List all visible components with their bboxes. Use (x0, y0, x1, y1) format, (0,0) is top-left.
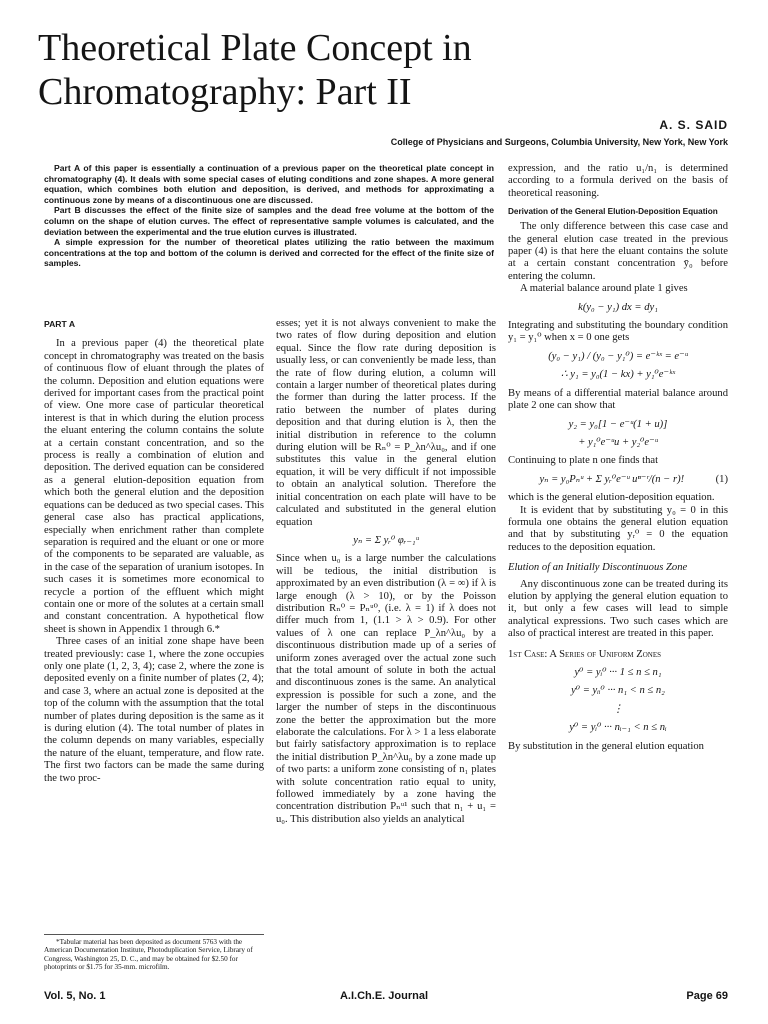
subsection-heading: 1st Case: A Series of Uniform Zones (508, 648, 661, 660)
body-paragraph: By means of a differential material balance around plate 2 one can show that (508, 387, 728, 412)
body-paragraph: expression, and the ratio u₁/n₁ is determined according to a formula derived on the basis of theoretical reasoning. (508, 163, 728, 199)
footnote-text: *Tabular material has been deposited as document 5763 with the American Documentation Institute, Photoduplication Service, Library of Congress, Washington 25, D. C., and may be obtained for $2.50 for photoprints or $1.75 for 35-mm. microfilm. (44, 938, 253, 972)
body-paragraph: It is evident that by substituting y₀ = 0 in this formula one obtains the general elution equation and that by substituting yᵣ⁰ = 0 the equation reduces to the deposition equation. (508, 504, 728, 553)
body-paragraph: The only difference between this case case and the general elution case treated in the previous paper (4) is that here the eluant contains the solute at a certain constant concentration ȳ₀ before entering the column. (508, 221, 728, 282)
footnote (44, 934, 264, 972)
column-3 (508, 163, 728, 753)
body-paragraph: Continuing to plate n one finds that (508, 455, 659, 467)
equation: y⁰ = yᵢ⁰ ··· nᵢ₋₁ < n ≤ nᵢ (569, 722, 667, 734)
author: A. S. SAID (659, 118, 728, 132)
equation: ⋮ (612, 703, 624, 715)
body-paragraph: esses; yet it is not always convenient to make the two rates of flow during deposition and elution equal. Since the flow rate during deposition is usually less, or can conveniently be made less, than the rate of flow during elution, a column will contain a larger number of theoretical plates during the former than during the latter process. If the ratio between the number of plates during deposition and that during elution is λ, then the initial distribution in reference to the column during elution will be Rₙ⁰ = P_λn^λu₀, and if one substitutes this value in the general elution equation, it will be very difficult if not impossible to obtain an analytical solution. Therefore the initial concentration on each plate will have to be calculated and substituted in the general elution equation (276, 318, 496, 528)
equation: k(y₀ − y₁) dx = dy₁ (578, 301, 658, 313)
equation-numbered (508, 474, 728, 486)
abstract-paragraph: Part B discusses the effect of the finite size of samples and the dead free volume at the bottom of the column on the shape of elution curves. The effect of representative sample volumes is calculated, and the deviation between the experimental and the true elution curves is illustrated. (44, 205, 494, 237)
equation: yₙ = Σ yᵣ⁰ φᵣ₋₁ᵘ (353, 534, 419, 546)
equation: y₂ = y₀[1 − e⁻ᵘ(1 + u)] (568, 418, 668, 430)
equation-number: (1) (715, 473, 728, 485)
equation-body: yₙ = y₀Pₙᵘ + Σ yᵣ⁰e⁻ᵘ uⁿ⁻ʳ/(n − r)! (539, 473, 685, 485)
body-paragraph: Integrating and substituting the boundary condition y₁ = y₁⁰ when x = 0 one gets (508, 320, 728, 344)
abstract-paragraph: A simple expression for the number of theoretical plates utilizing the ratio between the maximum concentrations at the top and bottom of the column is derived and corrected for the effect of the finite size of samples. (44, 237, 494, 269)
equation: y⁰ = yᵢᵢ⁰ ··· n₁ < n ≤ n₂ (571, 685, 665, 697)
affiliation: College of Physicians and Surgeons, Columbia University, New York, New York (390, 137, 728, 147)
abstract (44, 163, 494, 269)
equation: + y₁⁰e⁻ᵘu + y₂⁰e⁻ᵘ (578, 436, 658, 448)
equation: (y₀ − y₁) / (y₀ − y₁⁰) = e⁻ᵏˣ = e⁻ᵘ (548, 350, 688, 362)
equation: y⁰ = yᵢ⁰ ··· 1 ≤ n ≤ n₁ (574, 667, 662, 678)
subsection-heading: Elution of an Initially Discontinuous Zone (508, 562, 688, 574)
body-paragraph: By substitution in the general elution equation (508, 740, 704, 752)
footer-page: Page 69 (686, 990, 728, 1002)
footer-journal: A.I.Ch.E. Journal (339, 990, 428, 1002)
subsection-heading: Derivation of the General Elution-Deposition Equation (508, 207, 718, 217)
equation: ∴ y₁ = y₀(1 − kx) + y₁⁰e⁻ᵏˣ (560, 369, 676, 381)
column-1 (44, 318, 264, 785)
body-paragraph: which is the general elution-deposition equation. (508, 492, 715, 504)
column-2 (276, 318, 496, 826)
section-heading: PART A (44, 319, 76, 329)
paper-title: Theoretical Plate Concept in Chromatography: Part II (38, 27, 472, 113)
body-paragraph: Any discontinuous zone can be treated during its elution by applying the general elution equation to it, but only a few cases will lead to simple analytical expressions. Two such cases which are also of practical interest are treated in this paper. (508, 578, 728, 640)
body-paragraph: Three cases of an initial zone shape have been treated previously: case 1, where the zone occupies only one plate (1, 2, 3, 4); case 2, where the zone is deposited evenly on a finite number of plates (2, 4); and case 3, where an actual zone is deposited at the top of the column with the assumption that the total number of plates during deposition is the same as it is during elution (4). The total number of plates in the column depends on many variables, especially the nature of the eluant, temperature, and flow rate. The first two factors can be made the same during the two proc- (44, 636, 264, 784)
abstract-paragraph: Part A of this paper is essentially a continuation of a previous paper on the theoretical plate concept in chromatography (4). It deals with some special cases of eluting conditions and zone shapes. A more general equation, which combines both elution and deposition, is derived, and methods for approximating a continuous zone by means of a discontinuous one are discussed. (44, 163, 494, 205)
footer-volume: Vol. 5, No. 1 (44, 990, 106, 1002)
body-paragraph: Since when u₀ is a large number the calculations will be tedious, the initial distribution is approximated by an even distribution (λ = ∞) if λ is large enough (λ > 10), or by the Poisson distribution Rₙ⁰ = Pₙᵘ⁰, (i.e. λ = 1) if λ does not differ much from 1, (1.1 > λ > 0.9). For other values of λ one can replace P_λn^λu₀ by a discontinuous distribution made up of a series of uniform zones averaged over the actual zone such that the total amount of solute in both the actual and discontinuous zones is the same. An analytical expression is possible for such a zone, and the larger the number of steps in the discontinuous zone the better the approximation but the more elaborate the calculations. For λ > 1 a less elaborate but fairly satisfactory approximation is to replace the initial distribution P_λn^λu₀ by a zone made up of two parts: a uniform zone consisting of n₁ plates with solute concentration ratio equal to unity, followed immediately by a zone having the concentration distribution Pₙᵘ¹ such that n₁ + u₁ = u₀. This distribution also yields an analytical (276, 553, 496, 825)
body-paragraph: In a previous paper (4) the theoretical plate concept in chromatography was treated on the basis of continuous flow of eluant through the plates of the column. Deposition and elution equations were derived for important cases from the practical point of view. One more case of particular theoretical interest is that in which during the elution process the eluant entering the column contains the solute at a certain constant concentration, and so the process is really a combination of elution and deposition. The derived equation can be considered as a general elution-deposition equation from which both the general elution and the deposition equations can be deduced as two special cases. This general case also has practical applications, especially when enrichment rather than complete separation is required and the eluant or one or more of the components to be separated are valuable, as in the case of the separation of uranium isotopes. In such cases it is sometimes more economical to recycle a portion of the effluent which might contain one or more of the solutes at a certain small and constant concentration. A hypothetical flow sheet is shown in Appendix 1 through 6.* (44, 338, 264, 635)
body-paragraph: A material balance around plate 1 gives (520, 283, 688, 295)
